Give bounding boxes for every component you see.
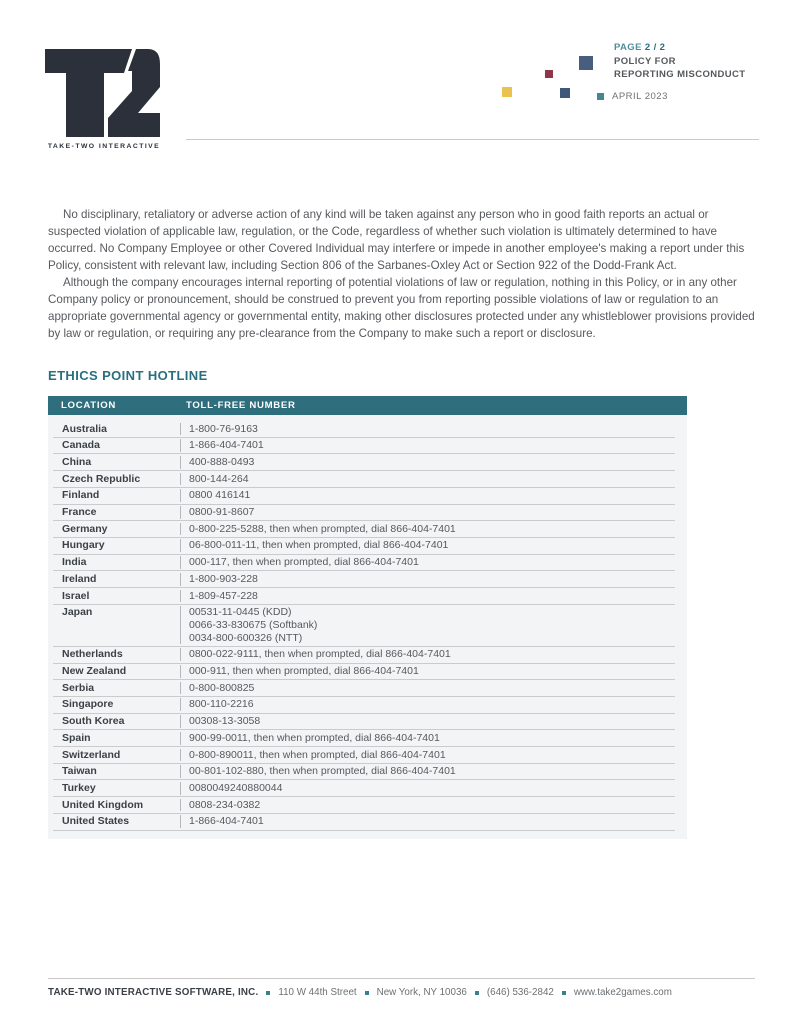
location-cell: Finland bbox=[53, 489, 181, 502]
location-cell: Switzerland bbox=[53, 749, 181, 762]
page-footer bbox=[48, 978, 755, 998]
logo-wordmark: TAKE-TWO INTERACTIVE bbox=[47, 143, 161, 150]
location-cell: Japan bbox=[53, 606, 181, 644]
number-cell: 00-801-102-880, then when prompted, dial 866-404-7401 bbox=[189, 765, 456, 778]
number-cell: 0800 416141 bbox=[189, 489, 251, 502]
footer-item: (646) 536-2842 bbox=[486, 987, 554, 998]
number-cell: 0800-022-9111, then when prompted, dial 866-404-7401 bbox=[189, 648, 451, 661]
number-cell: 00531-11-0445 (KDD) 0066-33-830675 (Softbank) 0034-800-600326 (NTT) bbox=[189, 606, 318, 644]
table-row bbox=[53, 647, 675, 664]
table-row bbox=[53, 664, 675, 681]
table-row bbox=[53, 797, 675, 814]
table-row bbox=[53, 714, 675, 731]
number-cell: 1-800-903-228 bbox=[189, 572, 258, 585]
table-row bbox=[53, 680, 675, 697]
number-cell: 00308-13-3058 bbox=[189, 715, 261, 728]
teal-square-bullet-icon bbox=[562, 991, 566, 995]
table-row bbox=[53, 521, 675, 538]
table-row bbox=[53, 730, 675, 747]
table-row bbox=[53, 571, 675, 588]
table-row bbox=[53, 471, 675, 488]
decor-square-slate-large-icon bbox=[579, 56, 593, 70]
location-cell: China bbox=[53, 456, 181, 469]
location-cell: Hungary bbox=[53, 539, 181, 552]
location-cell: South Korea bbox=[53, 715, 181, 728]
column-header-number: TOLL-FREE NUMBER bbox=[186, 400, 296, 411]
decor-square-yellow-icon bbox=[502, 87, 512, 97]
section-heading: ETHICS POINT HOTLINE bbox=[48, 368, 208, 383]
t2-logo-icon bbox=[45, 49, 160, 137]
header-rule bbox=[186, 139, 759, 140]
table-row bbox=[53, 814, 675, 831]
footer-item: New York, NY 10036 bbox=[376, 987, 467, 998]
number-cell: 000-911, then when prompted, dial 866-404-7401 bbox=[189, 665, 419, 678]
number-cell: 0080049240880044 bbox=[189, 781, 283, 794]
number-cell: 0-800-890011, then when prompted, dial 866-404-7401 bbox=[189, 748, 446, 761]
doc-title-line1: POLICY FOR bbox=[614, 55, 676, 67]
location-cell: Czech Republic bbox=[53, 473, 181, 486]
doc-title-line2: REPORTING MISCONDUCT bbox=[614, 69, 746, 80]
location-cell: Germany bbox=[53, 523, 181, 536]
date-row bbox=[597, 91, 668, 102]
number-cell: 0808-234-0382 bbox=[189, 798, 261, 811]
company-name: TAKE-TWO INTERACTIVE SOFTWARE, INC. bbox=[48, 987, 259, 998]
table-header-row bbox=[48, 396, 687, 415]
location-cell: United Kingdom bbox=[53, 799, 181, 812]
table-row bbox=[53, 488, 675, 505]
location-cell: India bbox=[53, 556, 181, 569]
page-number-value: 2 / 2 bbox=[644, 42, 666, 53]
number-cell: 900-99-0011, then when prompted, dial 866-404-7401 bbox=[189, 731, 440, 744]
table-row bbox=[53, 588, 675, 605]
page-label: PAGE bbox=[614, 42, 642, 53]
number-cell: 0800-91-8607 bbox=[189, 506, 255, 519]
teal-square-bullet-icon bbox=[597, 93, 604, 100]
location-cell: Serbia bbox=[53, 682, 181, 695]
table-row bbox=[53, 454, 675, 471]
hotline-table bbox=[48, 396, 687, 839]
decor-square-maroon-icon bbox=[545, 70, 553, 78]
page-info bbox=[614, 42, 746, 82]
table-row bbox=[53, 764, 675, 781]
location-cell: Taiwan bbox=[53, 765, 181, 778]
location-cell: Israel bbox=[53, 590, 181, 603]
table-row bbox=[53, 438, 675, 455]
number-cell: 1-866-404-7401 bbox=[189, 815, 264, 828]
location-cell: France bbox=[53, 506, 181, 519]
location-cell: Turkey bbox=[53, 782, 181, 795]
number-cell: 0-800-225-5288, then when prompted, dial 866-404-7401 bbox=[189, 522, 456, 535]
footer-item: www.take2games.com bbox=[573, 987, 672, 998]
teal-square-bullet-icon bbox=[266, 991, 270, 995]
footer-row bbox=[48, 987, 755, 998]
number-cell: 1-809-457-228 bbox=[189, 589, 258, 602]
location-cell: Singapore bbox=[53, 698, 181, 711]
paragraph: No disciplinary, retaliatory or adverse action of any kind will be taken against any person who in good faith reports an actual or suspected violation of applicable law, regulation, or the Code, regardless of whether such violation is ultimately determined to have occurred. No Company Employee or other Covered Individual may interfere or impede in another employee's making a report under this Policy, consistent with relevant law, including Section 806 of the Sarbanes-Oxley Act or Section 922 of the Dodd-Frank Act. bbox=[48, 208, 745, 272]
document-body bbox=[48, 206, 755, 839]
teal-square-bullet-icon bbox=[475, 991, 479, 995]
location-cell: Australia bbox=[53, 423, 181, 436]
location-cell: Ireland bbox=[53, 573, 181, 586]
location-cell: Canada bbox=[53, 439, 181, 452]
column-header-location: LOCATION bbox=[61, 400, 116, 411]
t2-logo bbox=[45, 49, 160, 150]
number-cell: 1-866-404-7401 bbox=[189, 439, 264, 452]
location-cell: New Zealand bbox=[53, 665, 181, 678]
number-cell: 400-888-0493 bbox=[189, 455, 255, 468]
decor-square-slate-small-icon bbox=[560, 88, 570, 98]
table-body bbox=[48, 415, 687, 839]
table-row bbox=[53, 555, 675, 572]
location-cell: Spain bbox=[53, 732, 181, 745]
table-row bbox=[53, 538, 675, 555]
number-cell: 06-800-011-11, then when prompted, dial 866-404-7401 bbox=[189, 539, 449, 552]
location-cell: Netherlands bbox=[53, 648, 181, 661]
table-row bbox=[53, 605, 675, 647]
number-cell: 800-144-264 bbox=[189, 472, 249, 485]
number-cell: 800-110-2216 bbox=[189, 698, 254, 711]
page-header bbox=[0, 0, 800, 160]
table-row bbox=[53, 780, 675, 797]
number-cell: 0-800-800825 bbox=[189, 681, 255, 694]
paragraph: Although the company encourages internal reporting of potential violations of law or regulation, nothing in this Policy, or in any other Company policy or pronouncement, should be construed to prevent you from reporting possible violations of law or regulation to an appropriate governmental agency or governmental entity, making other disclosures protected under any whistleblower provisions provided by law or regulation, or requiring any pre-clearance from the Company to make such a report or disclosure. bbox=[48, 276, 755, 340]
footer-rule bbox=[48, 978, 755, 979]
page-number bbox=[614, 42, 746, 55]
table-row bbox=[53, 421, 675, 438]
table-row bbox=[53, 747, 675, 764]
date-label: APRIL 2023 bbox=[612, 91, 668, 102]
table-row bbox=[53, 697, 675, 714]
location-cell: United States bbox=[53, 815, 181, 828]
number-cell: 000-117, then when prompted, dial 866-404-7401 bbox=[189, 556, 419, 569]
number-cell: 1-800-76-9163 bbox=[189, 422, 258, 435]
teal-square-bullet-icon bbox=[365, 991, 369, 995]
table-row bbox=[53, 505, 675, 522]
footer-item: 110 W 44th Street bbox=[278, 987, 357, 998]
